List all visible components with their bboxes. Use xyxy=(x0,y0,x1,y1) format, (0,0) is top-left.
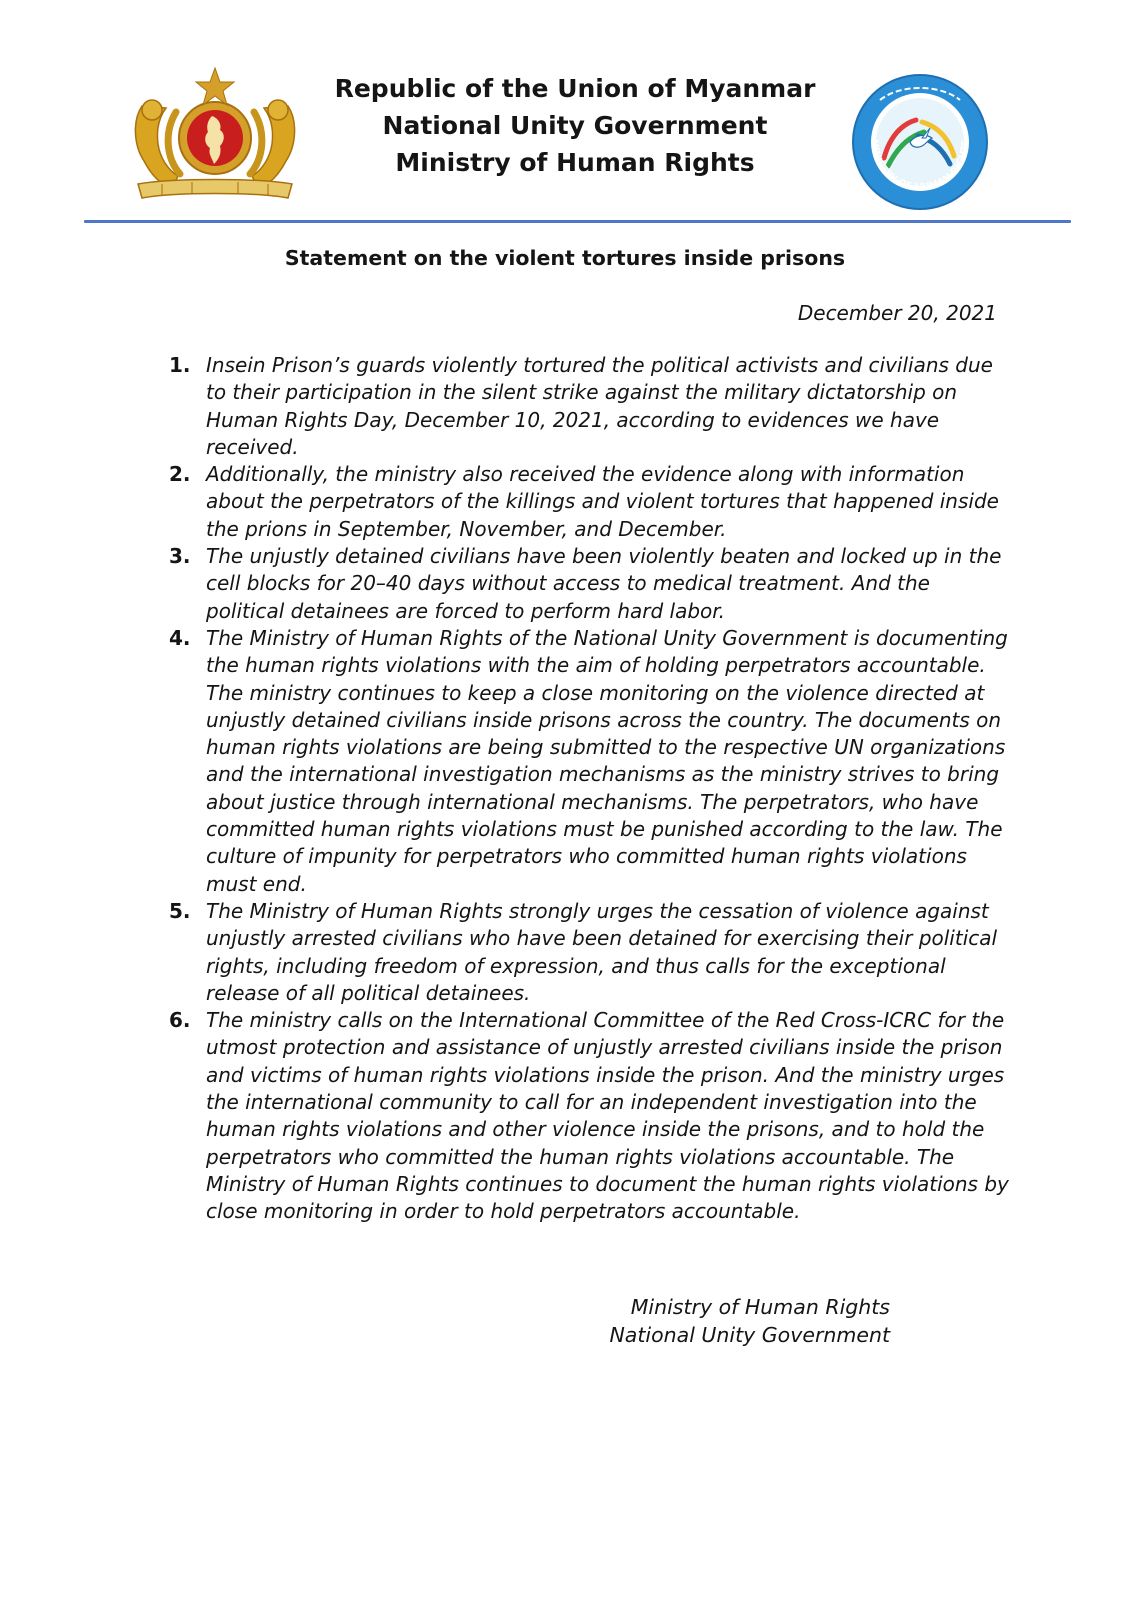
statement-title: Statement on the violent tortures inside prisons xyxy=(284,246,846,270)
signature-line-ministry: Ministry of Human Rights xyxy=(630,1295,890,1319)
letterhead-line-government: National Unity Government xyxy=(382,111,768,140)
statement-item xyxy=(168,625,1013,898)
item-text: The Ministry of Human Rights strongly urges the cessation of violence against unjustly arrested civilians who have been detained for exercising their political rights, including freedom of expression, and thus calls for the exceptional release of all political detainees. xyxy=(206,898,998,1005)
letterhead-line-country: Republic of the Union of Myanmar xyxy=(334,74,816,103)
letterhead xyxy=(0,0,1130,230)
signature-line-government: National Unity Government xyxy=(609,1323,890,1347)
ministry-of-human-rights-seal-icon xyxy=(850,72,990,212)
seal-text: MINISTRY OF HUMAN RIGHTS xyxy=(868,138,972,194)
item-number: 5. xyxy=(169,898,191,923)
item-text: Additionally, the ministry also received the evidence along with information about the perpetrators of the killings and violent tortures that happened inside the prions in September, November, and December. xyxy=(206,462,999,541)
statement-item xyxy=(168,1007,1013,1225)
letterhead-titles xyxy=(300,70,850,181)
item-number: 1. xyxy=(169,353,191,377)
item-number: 2. xyxy=(169,462,191,487)
statement-item xyxy=(168,898,1013,1007)
statement-item xyxy=(168,543,1013,625)
statement-item xyxy=(168,352,1013,461)
item-text: The unjustly detained civilians have been violently beaten and locked up in the cell blocks for 20–40 days without access to medical treatment. And the political detainees are forced to perform hard labor. xyxy=(206,544,1002,623)
signature-block xyxy=(560,1293,890,1349)
item-text: Insein Prison’s guards violently tortured the political activists and civilians due to their participation in the silent strike against the military dictatorship on Human Rights Day, December 10, 2021, according to evidences we have received. xyxy=(206,353,993,459)
item-number: 6. xyxy=(169,1008,191,1033)
statement-items xyxy=(168,352,1013,1226)
state-emblem-icon xyxy=(132,66,298,202)
item-text: The Ministry of Human Rights of the National Unity Government is documenting the human rights violations with the aim of holding perpetrators accountable. The ministry continues to keep a close monitoring on the violence directed at unjustly detained civilians inside prisons across the country. The documents on human rights violations are being submitted to the respective UN organizations and the international investigation mechanisms as the ministry strives to bring about justice through international mechanisms. The perpetrators, who have committed human rights violations must be punished according to the law. The culture of impunity for perpetrators who committed human rights violations must end. xyxy=(206,625,1008,896)
item-number: 4. xyxy=(169,625,191,650)
statement-date: December 20, 2021 xyxy=(797,301,997,325)
header-divider xyxy=(84,220,1071,223)
letterhead-line-ministry: Ministry of Human Rights xyxy=(395,148,755,177)
item-text: The ministry calls on the International Committee of the Red Cross-ICRC for the utmost protection and assistance of unjustly arrested civilians inside the prison and victims of human rights violations inside the prison. And the ministry urges the international community to call for an independent investigation into the human rights violations and other violence inside the prisons, and to hold the perpetrators who committed the human rights violations accountable. The Ministry of Human Rights continues to document the human rights violations by close monitoring in order to hold perpetrators accountable. xyxy=(206,1008,1009,1224)
item-number: 3. xyxy=(169,544,191,569)
statement-item xyxy=(168,461,1013,543)
